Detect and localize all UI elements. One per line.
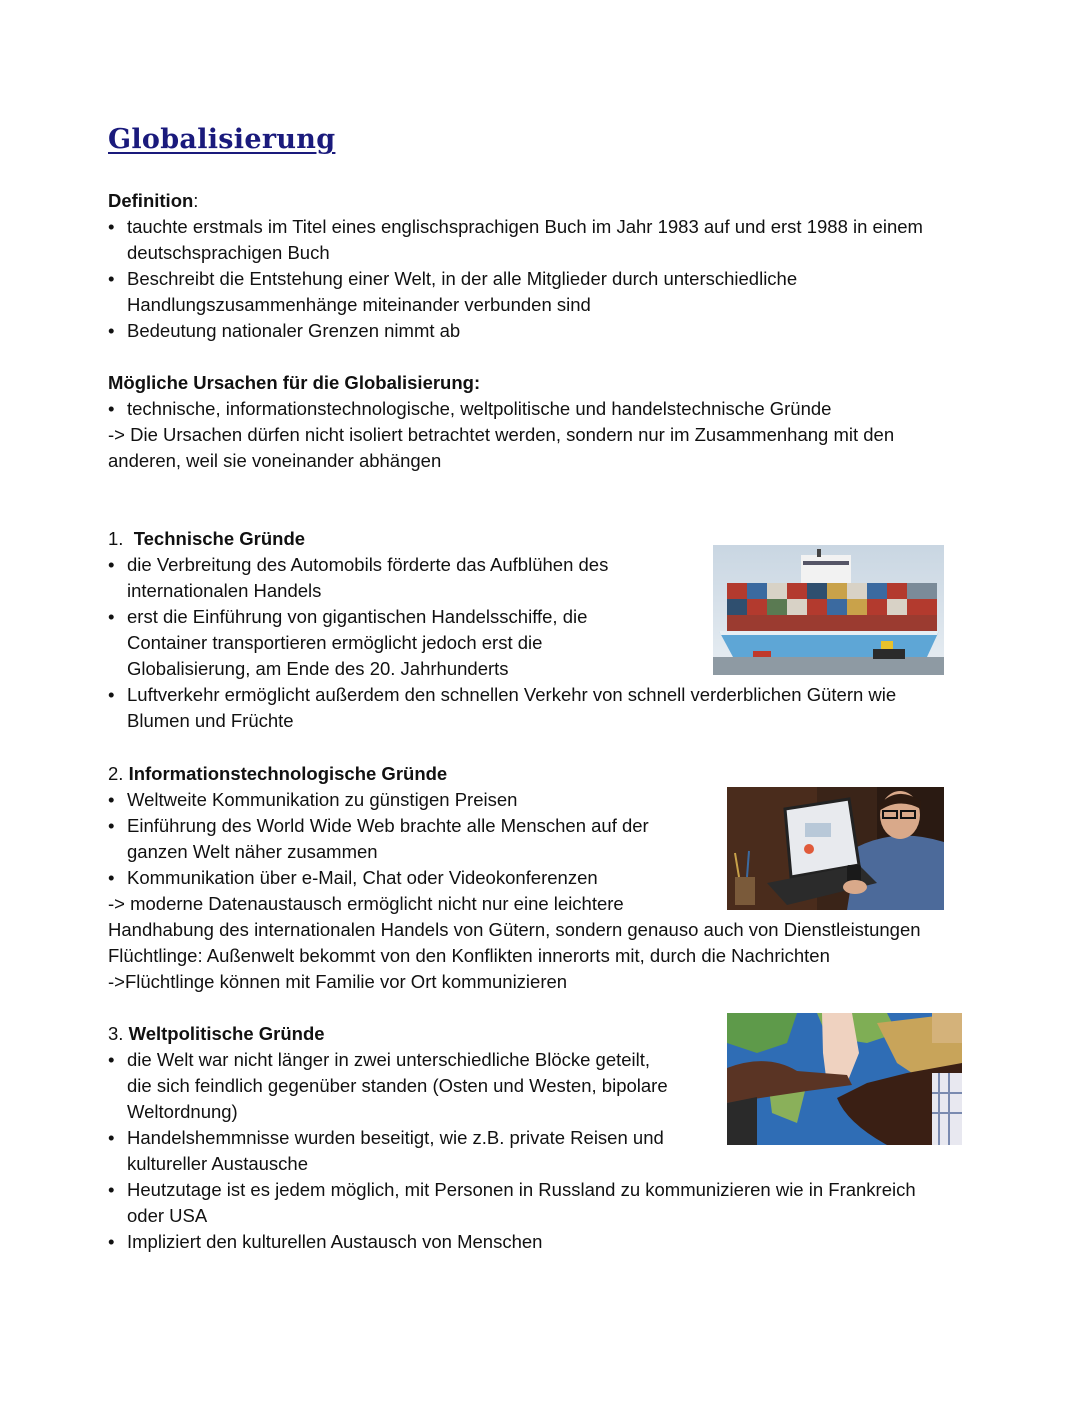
causes-note-line-2: anderen, weil sie voneinander abhängen (108, 450, 442, 471)
list-item: • die Welt war nicht länger in zwei unterschiedliche Blöcke geteilt, (108, 1049, 651, 1070)
political-bullet-2: Handelshemmnisse wurden beseitigt, wie z.B. private Reisen und (127, 1127, 664, 1148)
political-bullet-3-cont: oder USA (127, 1205, 208, 1226)
list-item: • Beschreibt die Entstehung einer Welt, in der alle Mitglieder durch unterschiedliche (108, 268, 798, 289)
definition-bullet-1-cont: deutschsprachigen Buch (127, 242, 330, 263)
page-title: Globalisierung (108, 124, 336, 155)
list-item: • Bedeutung nationaler Grenzen nimmt ab (108, 320, 461, 341)
technical-bullet-3-cont: Blumen und Früchte (127, 710, 294, 731)
list-item: • Impliziert den kulturellen Austausch von Menschen (108, 1231, 543, 1252)
technical-bullet-2-cont-1: Container transportieren ermöglicht jedoch erst die (127, 632, 543, 653)
causes-bullet-1: technische, informationstechnologische, weltpolitische und handelstechnische Gründe (127, 398, 832, 419)
container-ship-image (713, 545, 944, 675)
definition-bullet-3: Bedeutung nationaler Grenzen nimmt ab (127, 320, 461, 341)
list-item: • Luftverkehr ermöglicht außerdem den schnellen Verkehr von schnell verderblichen Gütern wie (108, 684, 897, 705)
info-number: 2. (108, 763, 124, 784)
info-note-1-line-1: -> moderne Datenaustausch ermöglicht nicht nur eine leichtere (108, 893, 624, 914)
political-bullet-3: Heutzutage ist es jedem möglich, mit Personen in Russland zu kommunizieren wie in Frankreich (127, 1179, 916, 1200)
list-item: • Heutzutage ist es jedem möglich, mit Personen in Russland zu kommunizieren wie in Frankreich (108, 1179, 916, 1200)
info-bullet-2-cont: ganzen Welt näher zusammen (127, 841, 378, 862)
info-bullet-3: Kommunikation über e-Mail, Chat oder Videokonferenzen (127, 867, 598, 888)
list-item: • die Verbreitung des Automobils förderte das Aufblühen des (108, 554, 609, 575)
political-heading (108, 1021, 325, 1047)
political-number: 3. (108, 1023, 124, 1044)
list-item: • Einführung des World Wide Web brachte alle Menschen auf der (108, 815, 649, 836)
definition-bullet-2-cont: Handlungszusammenhänge miteinander verbunden sind (127, 294, 591, 315)
political-bullet-1-cont-2: Weltordnung) (127, 1101, 238, 1122)
info-note-3: ->Flüchtlinge können mit Familie vor Ort kommunizieren (108, 971, 568, 992)
list-item: • Weltweite Kommunikation zu günstigen Preisen (108, 789, 518, 810)
definition-heading-label: Definition (108, 190, 194, 211)
technical-bullet-1-cont: internationalen Handels (127, 580, 322, 601)
list-item: • Handelshemmnisse wurden beseitigt, wie z.B. private Reisen und (108, 1127, 664, 1148)
hands-map-image (727, 1013, 962, 1145)
political-bullet-1-cont-1: die sich feindlich gegenüber standen (Osten und Westen, bipolare (127, 1075, 668, 1096)
info-note-1-line-2: Handhabung des internationalen Handels von Gütern, sondern genauso auch von Dienstleistungen (108, 919, 921, 940)
political-bullet-2-cont: kultureller Austausche (127, 1153, 308, 1174)
info-note-2: Flüchtlinge: Außenwelt bekommt von den Konflikten innerorts mit, durch die Nachrichten (108, 945, 830, 966)
technical-bullet-2-cont-2: Globalisierung, am Ende des 20. Jahrhunderts (127, 658, 509, 679)
info-heading (108, 761, 447, 787)
technical-number: 1. (108, 528, 124, 549)
causes-heading: Mögliche Ursachen für die Globalisierung: (108, 372, 481, 393)
political-heading-label: Weltpolitische Gründe (128, 1023, 325, 1044)
causes-note-line-1: -> Die Ursachen dürfen nicht isoliert betrachtet werden, sondern nur im Zusammenhang mit den (108, 424, 895, 445)
technical-bullet-3: Luftverkehr ermöglicht außerdem den schnellen Verkehr von schnell verderblichen Gütern wie (127, 684, 897, 705)
info-bullet-1: Weltweite Kommunikation zu günstigen Preisen (127, 789, 518, 810)
political-bullet-4: Impliziert den kulturellen Austausch von Menschen (127, 1231, 543, 1252)
list-item: • tauchte erstmals im Titel eines englischsprachigen Buch im Jahr 1983 auf und erst 1988 in einem (108, 216, 923, 237)
info-bullet-2: Einführung des World Wide Web brachte alle Menschen auf der (127, 815, 649, 836)
laptop-person-image (727, 787, 944, 910)
technical-heading-label: Technische Gründe (133, 528, 306, 549)
definition-bullet-1: tauchte erstmals im Titel eines englischsprachigen Buch im Jahr 1983 auf und erst 1988 in einem (127, 216, 923, 237)
list-item: • erst die Einführung von gigantischen Handelsschiffe, die (108, 606, 588, 627)
political-bullet-1: die Welt war nicht länger in zwei unterschiedliche Blöcke geteilt, (127, 1049, 651, 1070)
definition-heading (108, 188, 198, 214)
technical-bullet-2: erst die Einführung von gigantischen Handelsschiffe, die (127, 606, 588, 627)
definition-bullet-2: Beschreibt die Entstehung einer Welt, in der alle Mitglieder durch unterschiedliche (127, 268, 798, 289)
info-heading-label: Informationstechnologische Gründe (128, 763, 448, 784)
definition-colon: : (193, 190, 199, 211)
list-item: • Kommunikation über e-Mail, Chat oder Videokonferenzen (108, 867, 598, 888)
technical-heading (108, 526, 305, 552)
list-item: • technische, informationstechnologische, weltpolitische und handelstechnische Gründe (108, 398, 832, 419)
technical-bullet-1: die Verbreitung des Automobils förderte das Aufblühen des (127, 554, 609, 575)
